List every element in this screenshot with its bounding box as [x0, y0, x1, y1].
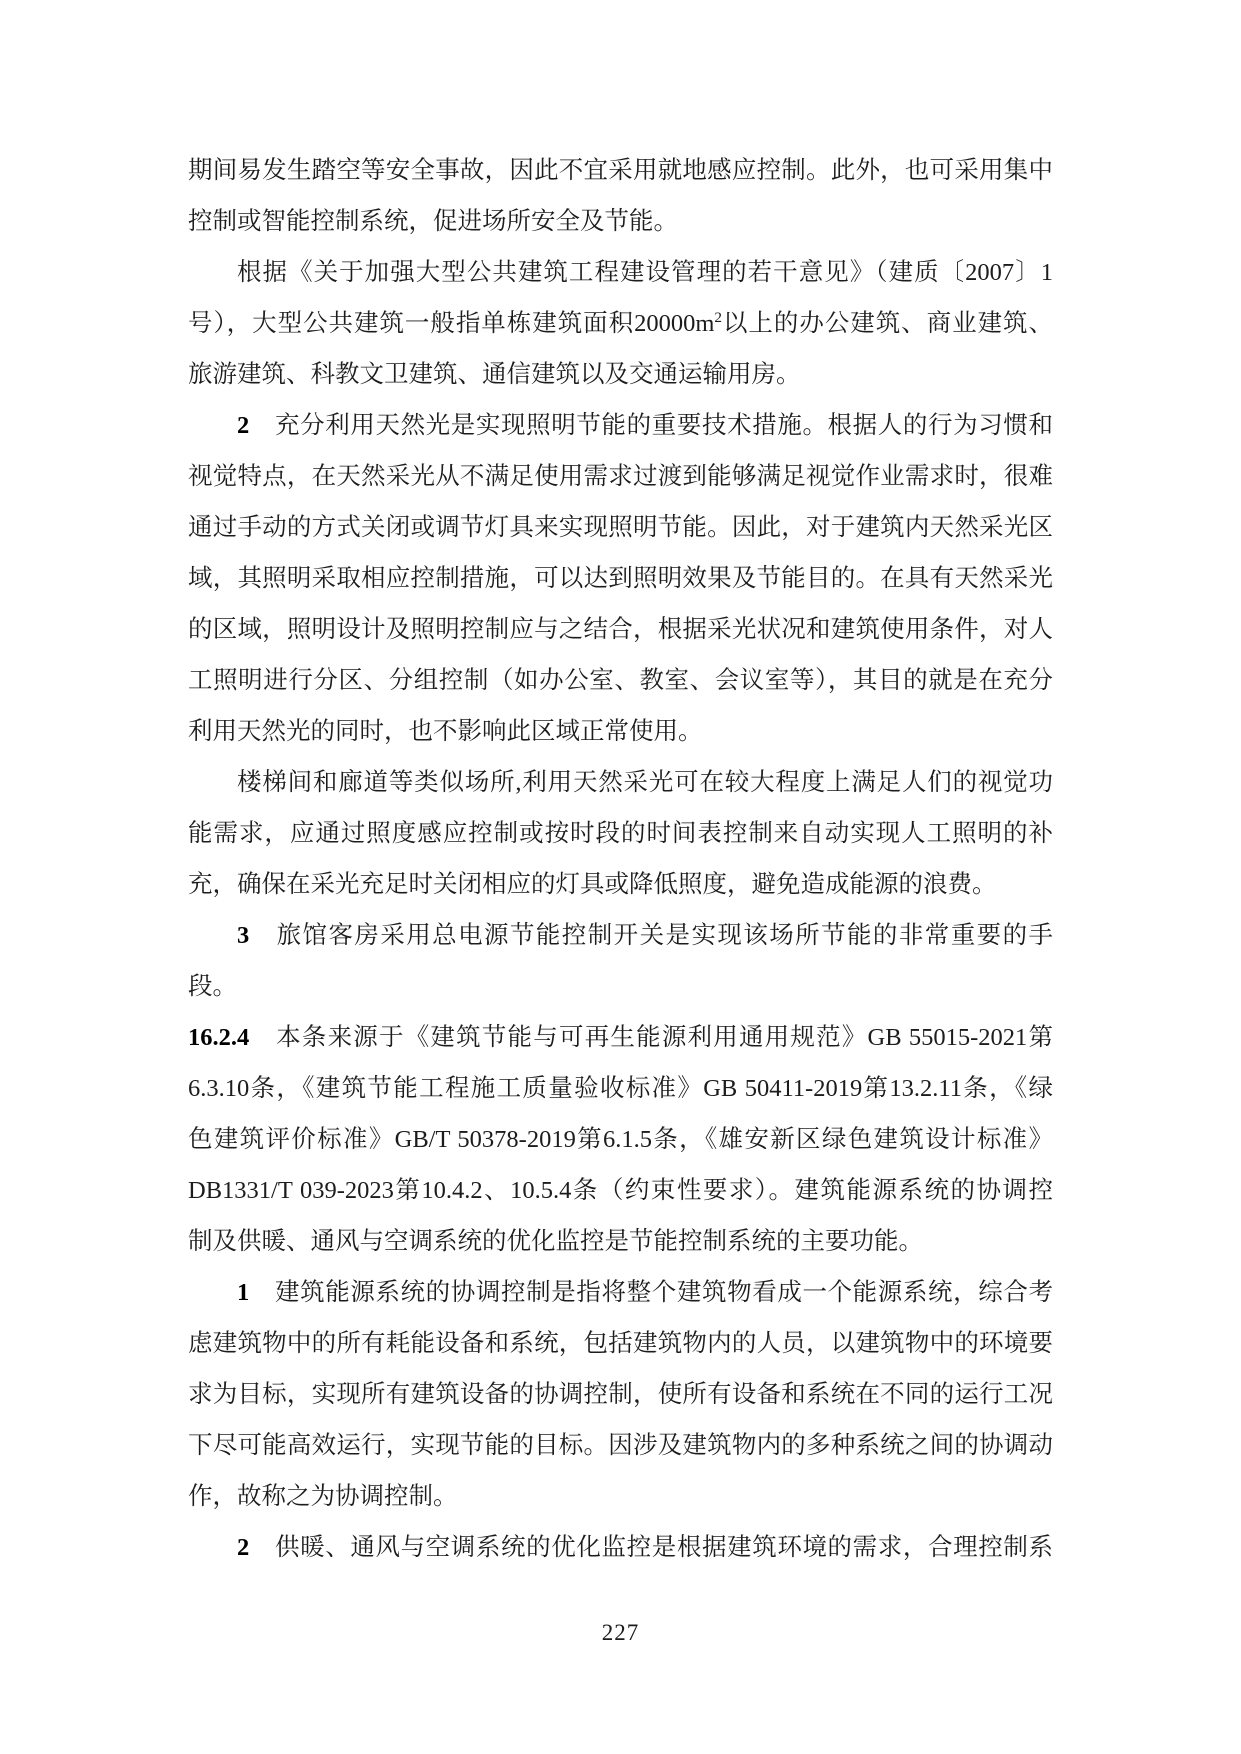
text-segment: 工照明进行分区、分组控制（如办公室、教室、会议室等），其目的就是在充分: [188, 667, 1053, 694]
text-segment: 充，确保在采光充足时关闭相应的灯具或降低照度，避免造成能源的浪费。: [188, 871, 997, 898]
bold-text-segment: 16.2.4: [188, 1024, 250, 1051]
paragraph: [188, 757, 1053, 910]
text-segment: 以上的办公建筑、商业建筑、: [721, 310, 1053, 337]
superscript-segment: 2: [714, 308, 722, 326]
paragraph: [188, 400, 1053, 757]
text-line: [188, 757, 1053, 808]
paragraph: [188, 145, 1053, 247]
text-segment: 作，故称之为协调控制。: [188, 1483, 458, 1510]
text-line: [188, 247, 1053, 298]
text-segment: 求为目标，实现所有建筑设备的协调控制，使所有设备和系统在不同的运行工况: [188, 1381, 1053, 1408]
text-line: [188, 604, 1053, 655]
text-segment: 控制或智能控制系统，促进场所安全及节能。: [188, 208, 678, 235]
document-body: [188, 145, 1053, 1573]
text-line: [188, 298, 1053, 349]
text-line: [188, 196, 1053, 247]
text-segment: 虑建筑物中的所有耗能设备和系统，包括建筑物内的人员，以建筑物中的环境要: [188, 1330, 1053, 1357]
bold-text-segment: 2: [237, 412, 250, 439]
text-segment: 段。: [188, 973, 237, 1000]
text-segment: 供暖、通风与空调系统的优化监控是根据建筑环境的需求，合理控制系: [249, 1534, 1053, 1561]
text-segment: 通过手动的方式关闭或调节灯具来实现照明节能。因此，对于建筑内天然采光区: [188, 514, 1053, 541]
text-line: [188, 1522, 1053, 1573]
paragraph: [188, 247, 1053, 400]
text-line: [188, 553, 1053, 604]
text-segment: 域，其照明采取相应控制措施，可以达到照明效果及节能目的。在具有天然采光: [188, 565, 1053, 592]
text-segment: 旅游建筑、科教文卫建筑、通信建筑以及交通运输用房。: [188, 361, 801, 388]
text-line: [188, 1063, 1053, 1114]
text-segment: 能需求，应通过照度感应控制或按时段的时间表控制来自动实现人工照明的补: [188, 820, 1053, 847]
text-line: [188, 859, 1053, 910]
text-segment: 号），大型公共建筑一般指单栋建筑面积20000m: [188, 310, 715, 337]
text-line: [188, 1420, 1053, 1471]
text-segment: 视觉特点，在天然采光从不满足使用需求过渡到能够满足视觉作业需求时，很难: [188, 463, 1053, 490]
text-segment: 利用天然光的同时，也不影响此区域正常使用。: [188, 718, 703, 745]
text-segment: 楼梯间和廊道等类似场所,利用天然采光可在较大程度上满足人们的视觉功: [237, 769, 1053, 796]
text-line: [188, 910, 1053, 961]
page-footer: [0, 1620, 1241, 1646]
text-line: [188, 961, 1053, 1012]
text-line: [188, 655, 1053, 706]
text-line: [188, 1216, 1053, 1267]
text-segment: 的区域，照明设计及照明控制应与之结合，根据采光状况和建筑使用条件，对人: [188, 616, 1053, 643]
page-number: 227: [601, 1620, 640, 1645]
text-line: [188, 451, 1053, 502]
text-segment: 根据《关于加强大型公共建筑工程建设管理的若干意见》（建质〔2007〕1: [237, 259, 1053, 286]
text-segment: DB1331/T 039-2023第10.4.2、10.5.4条（约束性要求）。建筑能源系统的协调控: [188, 1177, 1053, 1204]
text-segment: 期间易发生踏空等安全事故，因此不宜采用就地感应控制。此外，也可采用集中: [188, 157, 1053, 184]
text-segment: 制及供暖、通风与空调系统的优化监控是节能控制系统的主要功能。: [188, 1228, 923, 1255]
text-line: [188, 1165, 1053, 1216]
text-line: [188, 706, 1053, 757]
text-line: [188, 1369, 1053, 1420]
text-line: [188, 1114, 1053, 1165]
text-line: [188, 349, 1053, 400]
text-segment: 建筑能源系统的协调控制是指将整个建筑物看成一个能源系统，综合考: [249, 1279, 1053, 1306]
text-line: [188, 145, 1053, 196]
bold-text-segment: 3: [237, 922, 250, 949]
text-line: [188, 502, 1053, 553]
text-line: [188, 1012, 1053, 1063]
paragraph: [188, 910, 1053, 1012]
text-segment: 充分利用天然光是实现照明节能的重要技术措施。根据人的行为习惯和: [249, 412, 1053, 439]
bold-text-segment: 1: [237, 1279, 250, 1306]
bold-text-segment: 2: [237, 1534, 250, 1561]
text-segment: 旅馆客房采用总电源节能控制开关是实现该场所节能的非常重要的手: [249, 922, 1053, 949]
text-line: [188, 400, 1053, 451]
text-line: [188, 1471, 1053, 1522]
text-line: [188, 808, 1053, 859]
paragraph: [188, 1267, 1053, 1522]
text-line: [188, 1318, 1053, 1369]
text-line: [188, 1267, 1053, 1318]
paragraph: [188, 1522, 1053, 1573]
text-segment: 6.3.10条，《建筑节能工程施工质量验收标准》GB 50411-2019第13.2.11条，《绿: [188, 1075, 1053, 1102]
text-segment: 下尽可能高效运行，实现节能的目标。因涉及建筑物内的多种系统之间的协调动: [188, 1432, 1053, 1459]
text-segment: 本条来源于《建筑节能与可再生能源利用通用规范》GB 55015-2021第: [249, 1024, 1053, 1051]
paragraph: [188, 1012, 1053, 1267]
text-segment: 色建筑评价标准》GB/T 50378-2019第6.1.5条，《雄安新区绿色建筑设计标准》: [188, 1126, 1053, 1153]
